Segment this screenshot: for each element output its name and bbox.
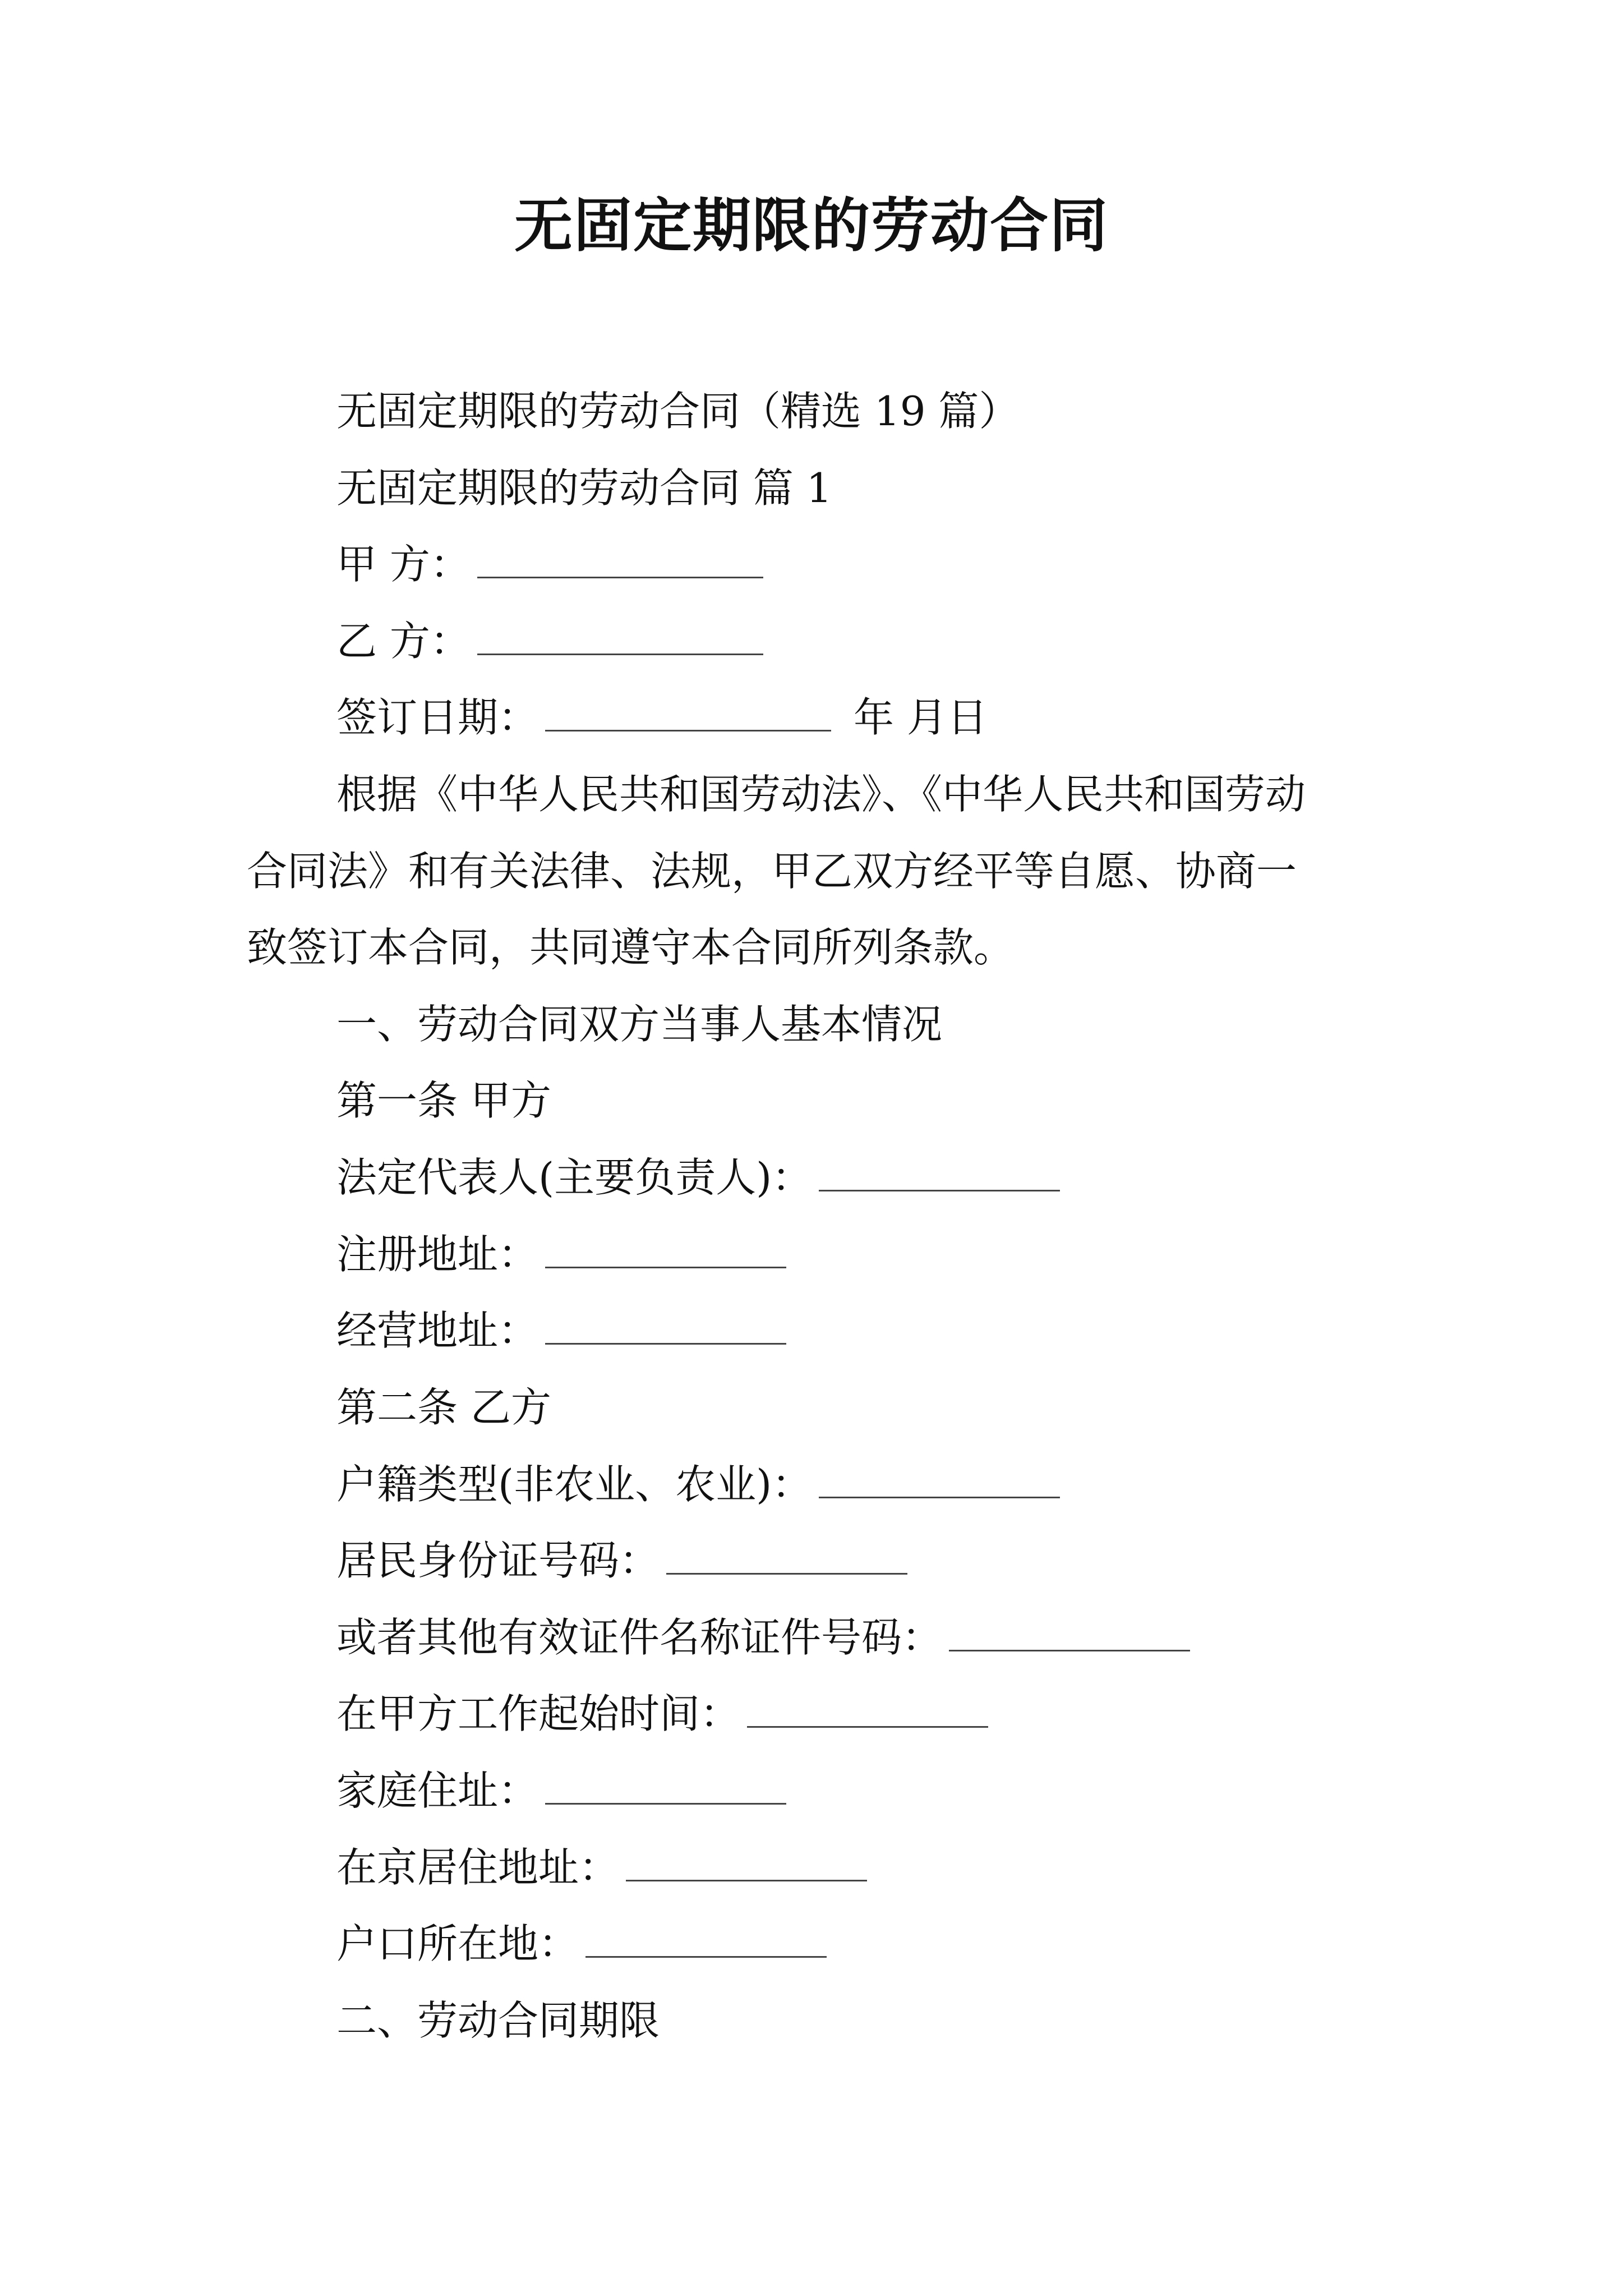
section-1-title: 一、劳动合同双方当事人基本情况 [336, 1001, 943, 1048]
id-number-label: 居民身份证号码： [336, 1537, 660, 1584]
hukou-type-blank [819, 1463, 1060, 1498]
article-2-title: 第二条 乙方 [336, 1384, 551, 1431]
start-time-label: 在甲方工作起始时间： [336, 1690, 741, 1737]
biz-address-row [336, 1306, 786, 1355]
preamble-line-3: 致签订本合同，共同遵守本合同所列条款。 [247, 924, 1015, 971]
hukou-location-row [336, 1920, 827, 1968]
id-number-blank [666, 1539, 907, 1575]
party-a-label: 甲 方： [336, 541, 471, 588]
id-number-row [336, 1536, 907, 1585]
other-id-blank [949, 1616, 1190, 1651]
start-time-blank [747, 1692, 988, 1728]
other-id-row [336, 1613, 1190, 1662]
hukou-location-blank [585, 1922, 827, 1958]
part-heading: 无固定期限的劳动合同 篇 1 [336, 464, 832, 512]
legal-rep-row [336, 1153, 1060, 1202]
document-subtitle: 无固定期限的劳动合同（精选 19 篇） [336, 388, 1020, 435]
party-a-blank [477, 543, 763, 578]
legal-rep-label: 法定代表人(主要负责人)： [336, 1154, 813, 1201]
hukou-location-label: 户口所在地： [336, 1920, 579, 1967]
hukou-type-row [336, 1460, 1060, 1508]
sign-date-suffix: 年 月日 [854, 694, 988, 741]
sign-date-label: 签订日期： [336, 694, 539, 741]
start-time-row [336, 1690, 988, 1738]
beijing-address-blank [626, 1846, 867, 1881]
party-b-label: 乙 方： [336, 618, 471, 665]
biz-address-blank [545, 1309, 786, 1345]
reg-address-blank [545, 1233, 786, 1268]
legal-rep-blank [819, 1156, 1060, 1191]
party-a-row [336, 540, 763, 588]
preamble-line-1: 根据《中华人民共和国劳动法》、《中华人民共和国劳动 [336, 771, 1306, 818]
sign-date-row [336, 693, 988, 742]
sign-date-blank [545, 696, 831, 731]
beijing-address-label: 在京居住地址： [336, 1844, 620, 1891]
hukou-type-label: 户籍类型(非农业、农业)： [336, 1461, 813, 1508]
party-b-row [336, 617, 763, 665]
preamble-line-2: 合同法》和有关法律、法规，甲乙双方经平等自愿、协商一 [247, 848, 1297, 895]
reg-address-label: 注册地址： [336, 1231, 539, 1278]
biz-address-label: 经营地址： [336, 1307, 539, 1354]
document-title: 无固定期限的劳动合同 [514, 191, 1109, 260]
article-1-title: 第一条 甲方 [336, 1077, 551, 1124]
reg-address-row [336, 1230, 786, 1278]
home-address-blank [545, 1769, 786, 1805]
other-id-label: 或者其他有效证件名称证件号码： [336, 1614, 943, 1661]
party-b-blank [477, 620, 763, 655]
beijing-address-row [336, 1843, 867, 1892]
home-address-label: 家庭住址： [336, 1767, 539, 1814]
home-address-row [336, 1766, 786, 1815]
section-2-title: 二、劳动合同期限 [336, 1997, 660, 2044]
